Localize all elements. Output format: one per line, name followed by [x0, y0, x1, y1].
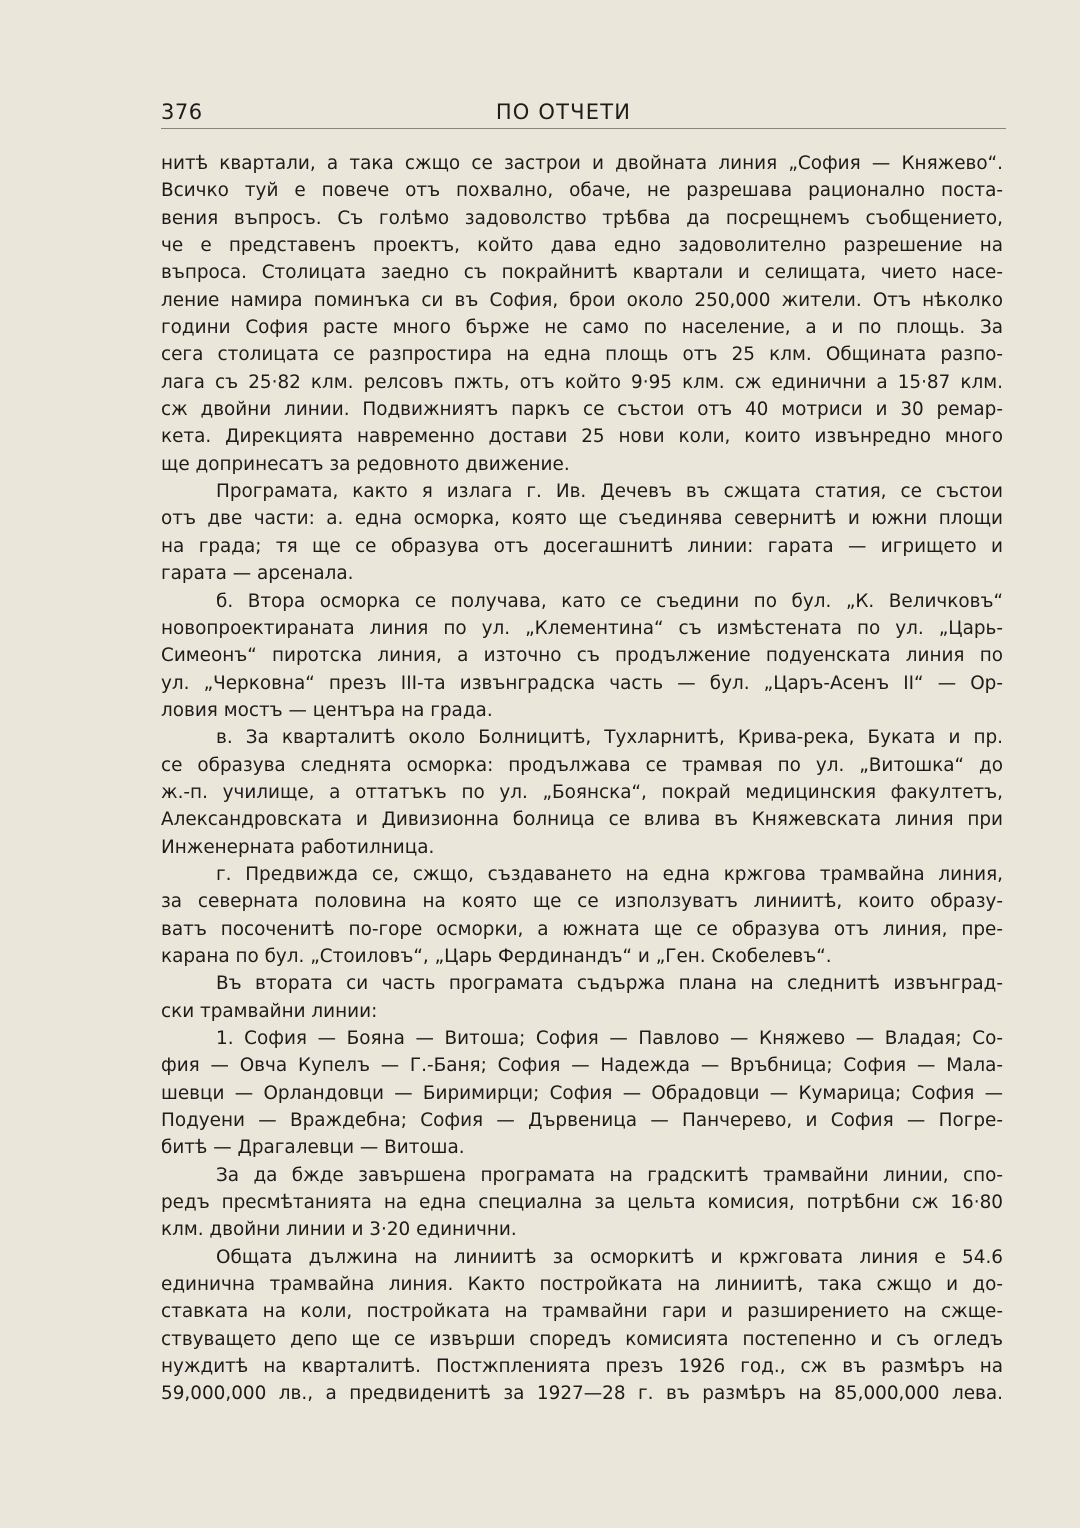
- text-line: в. За кварталитѣ около Болницитѣ, Тухларнитѣ, Крива-река, Буката и пр.: [216, 727, 1003, 749]
- text-line: лага съ 25·82 клм. релсовъ пжть, отъ който 9·95 клм. сж единични а 15·87 клм.: [161, 371, 1003, 393]
- text-line: битѣ — Драгалевци — Витоша.: [161, 1137, 465, 1159]
- text-line: вения въпросъ. Съ голѣмо задоволство трѣбва да посрещнемъ съобщението,: [161, 207, 1003, 229]
- text-line: на града; тя ще се образува отъ досегашнитѣ линии: гарата — игрището и: [161, 535, 1003, 557]
- text-line: ление намира поминъка си въ София, брои около 250,000 жители. Отъ нѣколко: [161, 289, 1003, 311]
- text-line: клм. двойни линии и 3·20 единични.: [161, 1219, 517, 1241]
- text-line: въпроса. Столицата заедно съ покрайнитѣ квартали и селищата, чието насе-: [161, 262, 1003, 284]
- text-line: гарата — арсенала.: [161, 563, 354, 585]
- page-number: 376: [161, 100, 203, 124]
- text-line: Всичко туй е повече отъ похвално, обаче, не разрешава рационално поста-: [161, 180, 1003, 202]
- text-line: редъ пресмѣтанията на една специална за цельта комисия, потрѣбни сж 16·80: [161, 1192, 1003, 1214]
- text-line: ствуващето депо ще се извърши споредъ комисията постепенно и съ огледъ: [161, 1328, 1003, 1350]
- text-line: Подуени — Враждебна; София — Дървеница — Панчерево, и София — Погре-: [161, 1110, 1003, 1132]
- text-line: г. Предвижда се, сжщо, създаването на една кржгова трамвайна линия,: [216, 863, 1003, 885]
- text-line: ловия мостъ — центъра на града.: [161, 699, 493, 721]
- text-line: ставката на коли, постройката на трамвайни гари и разширението на сжще-: [161, 1301, 1003, 1323]
- page-header: [161, 98, 1006, 129]
- text-line: За да бжде завършена програмата на градскитѣ трамвайни линии, спо-: [216, 1164, 1003, 1186]
- text-line: единична трамвайна линия. Както постройката на линиитѣ, така сжщо и до-: [161, 1274, 1003, 1296]
- text-line: ул. „Черковна“ презъ III-та извънградска часть — бул. „Царъ-Асенъ II“ — Ор-: [161, 672, 1003, 694]
- text-line: 59,000,000 лв., а предвиденитѣ за 1927—28 г. въ размѣръ на 85,000,000 лева.: [161, 1383, 1003, 1405]
- text-line: карана по бул. „Стоиловъ“, „Царь Фердинандъ“ и „Ген. Скобелевъ“.: [161, 945, 832, 967]
- text-line: за северната половина на която ще се използуватъ линиитѣ, които образу-: [161, 891, 1003, 913]
- text-line: нитѣ квартали, а така сжщо се застрои и двойната линия „София — Княжево“.: [161, 153, 1003, 174]
- text-line: се образува следнята осморка: продължава се трамвая по ул. „Витошка“ до: [161, 754, 1003, 776]
- text-line: сега столицата се разпростира на една площь отъ 25 клм. Общината разпо-: [161, 344, 1003, 366]
- text-line: години София расте много бърже не само по население, а и по площь. За: [161, 317, 1003, 339]
- text-line: ски трамвайни линии:: [161, 1000, 378, 1022]
- text-line: Симеонъ“ пиротска линия, а източно съ продължение подуенската линия по: [161, 645, 1003, 667]
- text-line: б. Втора осморка се получава, като се съедини по бул. „К. Величковъ“: [216, 590, 1003, 612]
- text-line: ж.-п. училище, а оттатъкъ по ул. „Боянска“, покрай медицинския факултетъ,: [161, 781, 1003, 803]
- text-line: кета. Дирекцията навременно достави 25 нови коли, които извънредно много: [161, 426, 1003, 448]
- text-line: шевци — Орландовци — Биримирци; София — Обрадовци — Кумарица; София —: [161, 1082, 1003, 1104]
- text-line: сж двойни линии. Подвижниятъ паркъ се състои отъ 40 мотриси и 30 ремар-: [161, 399, 1003, 421]
- body-text: [161, 150, 1003, 1408]
- text-line: Въ втората си часть програмата съдържа плана на следнитѣ извънград-: [216, 973, 1003, 995]
- text-line: нуждитѣ на кварталитѣ. Постжпленията презъ 1926 год., сж въ размѣръ на: [161, 1356, 1003, 1378]
- text-line: Общата дължина на линиитѣ за осморкитѣ и кржговата линия е 54.6: [216, 1246, 1003, 1268]
- text-line: Инженерната работилница.: [161, 836, 435, 858]
- text-line: отъ две части: а. една осморка, която ще съединява севернитѣ и южни площи: [161, 508, 1003, 530]
- text-line: че е представенъ проектъ, който дава едно задоволително разрешение на: [161, 235, 1003, 257]
- running-title: ПО ОТЧЕТИ: [495, 100, 632, 124]
- text-line: ще допринесатъ за редовното движение.: [161, 453, 570, 475]
- text-line: 1. София — Бояна — Витоша; София — Павлово — Княжево — Владая; Со-: [216, 1028, 1003, 1049]
- text-line: Програмата, както я излага г. Ив. Дечевъ въ сжщата статия, се състои: [216, 481, 1003, 503]
- text-line: Александровската и Дивизионна болница се влива въ Княжевската линия при: [161, 809, 1003, 831]
- text-line: фия — Овча Купелъ — Г.-Баня; София — Надежда — Връбница; София — Мала-: [161, 1055, 1003, 1077]
- text-line: ватъ посоченитѣ по-горе осморки, а южната ще се образува отъ линия, пре-: [161, 918, 1003, 940]
- text-line: новопроектираната линия по ул. „Клементина“ съ измѣстената по ул. „Царь-: [161, 617, 1003, 639]
